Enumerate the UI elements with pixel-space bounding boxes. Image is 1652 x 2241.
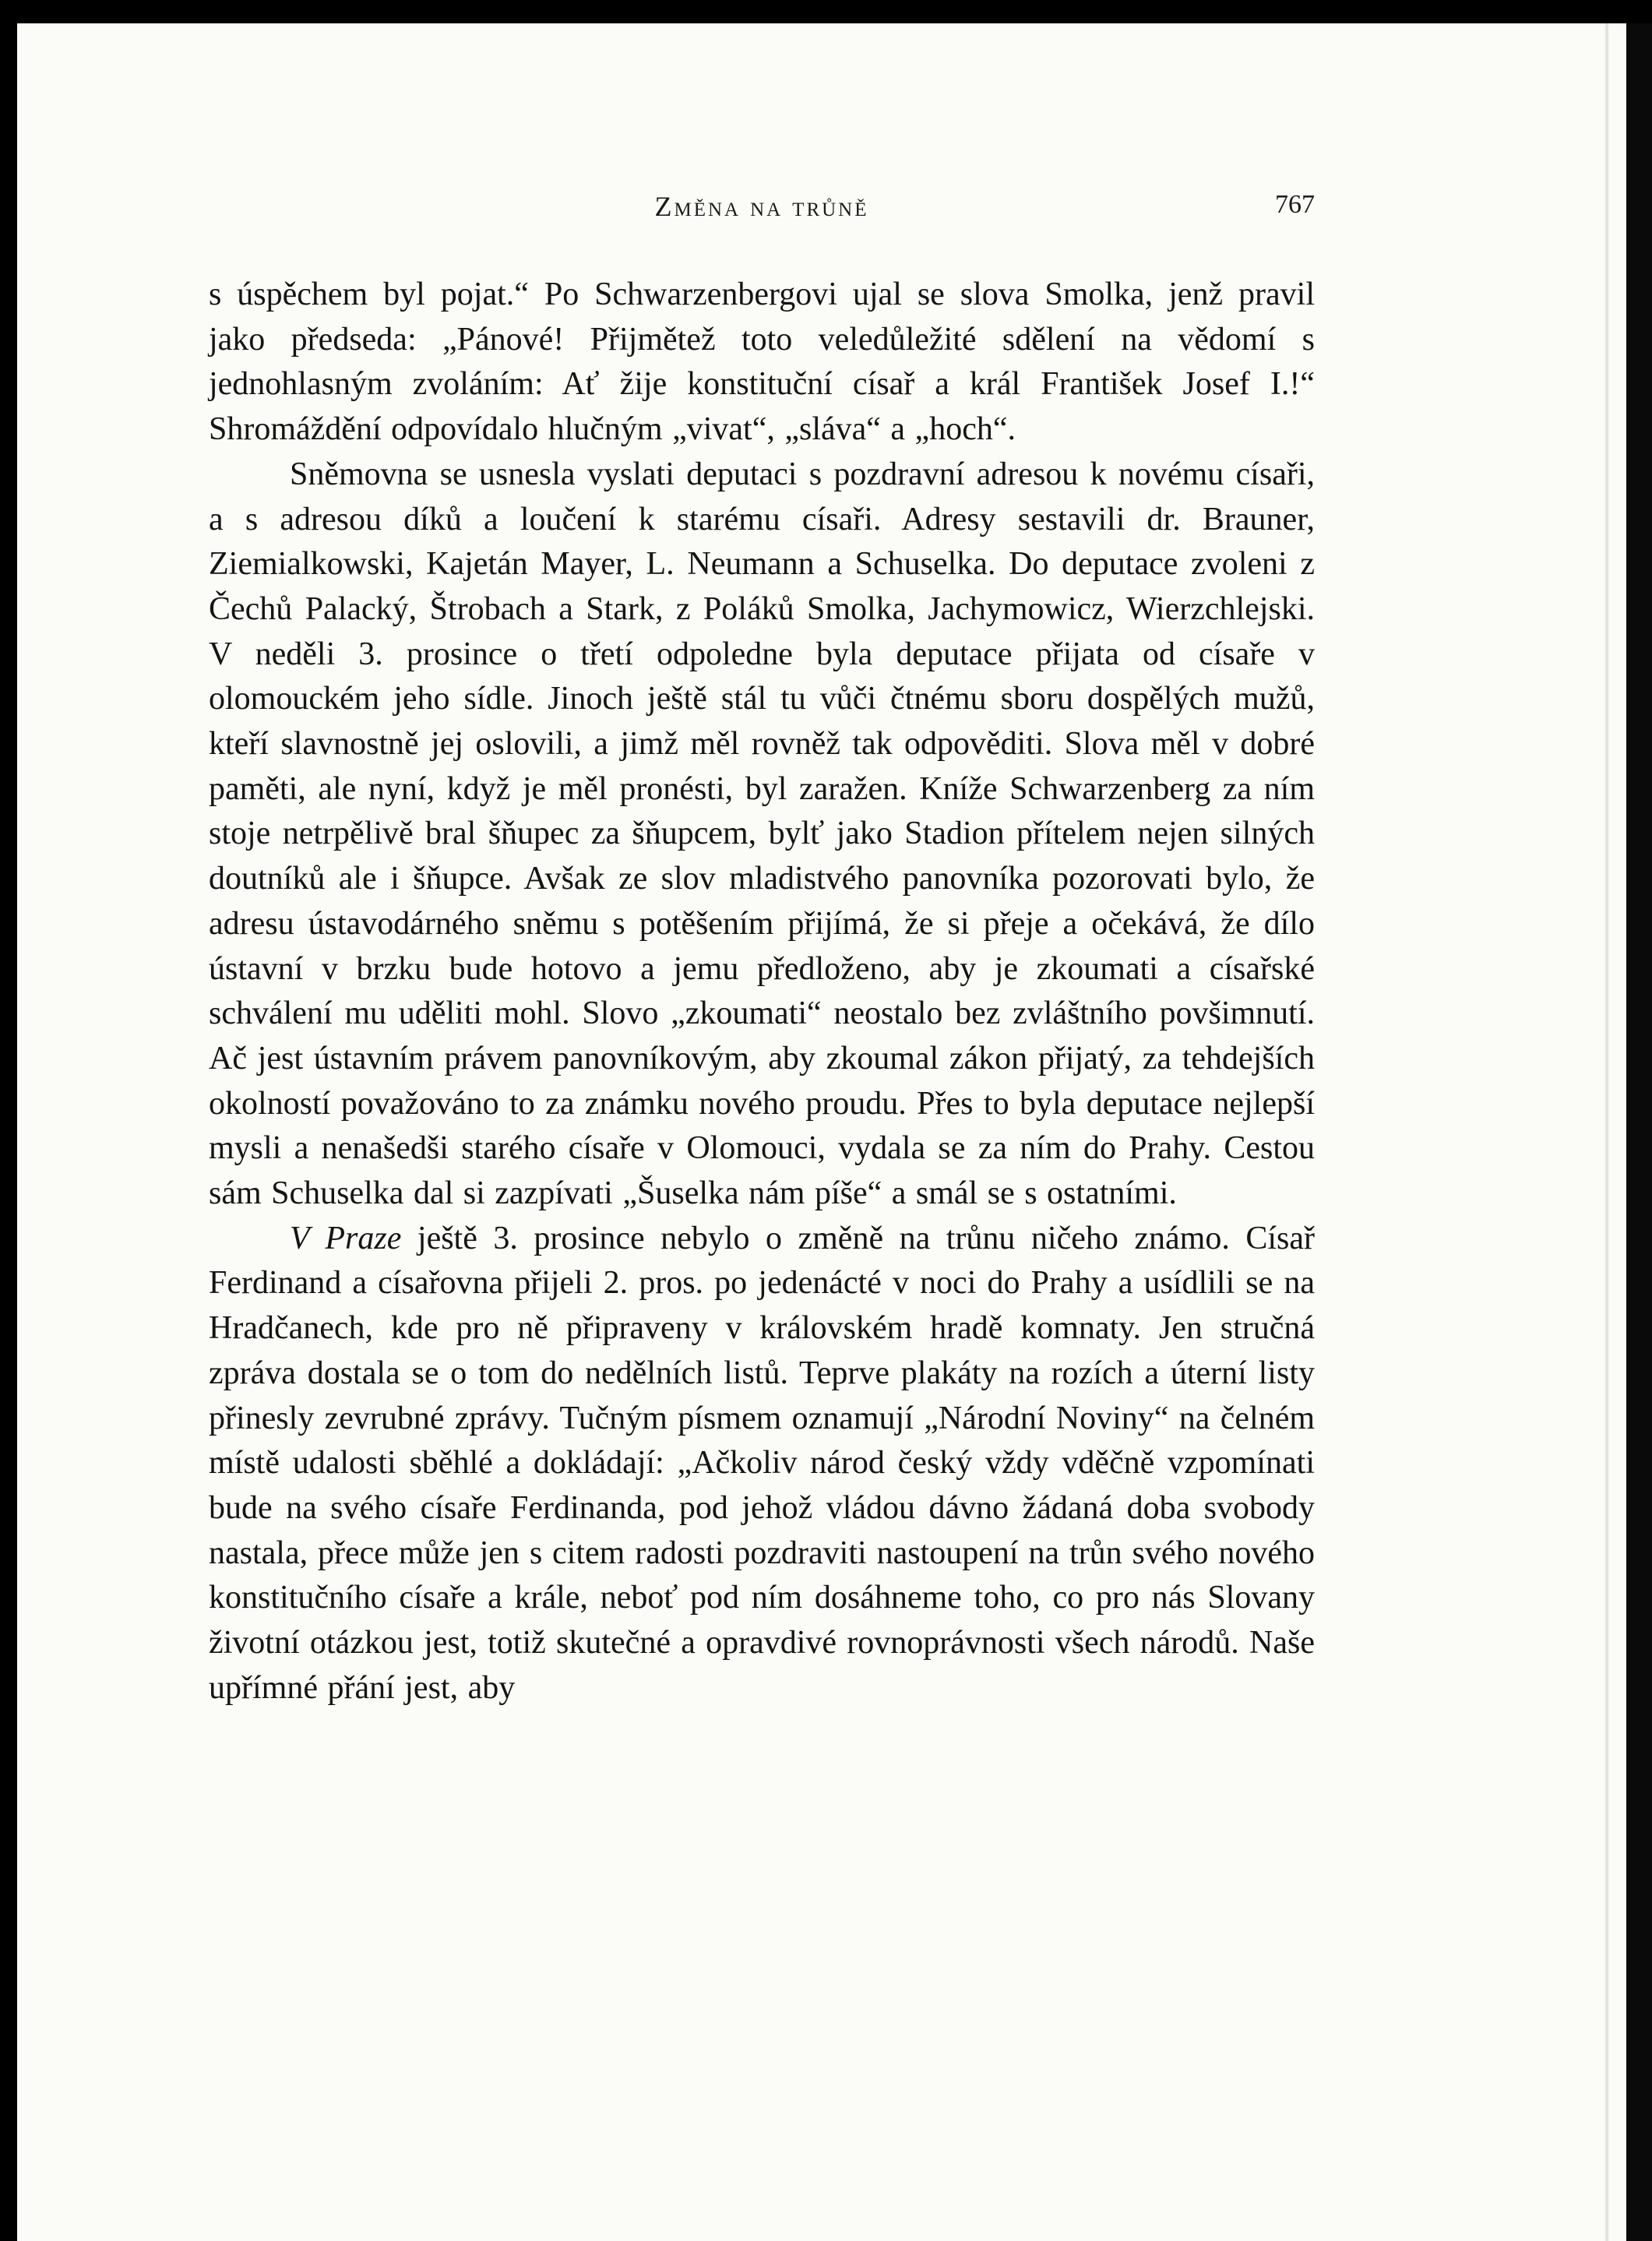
- scan-border-right: [1626, 23, 1652, 2241]
- scan-border: [0, 0, 1652, 23]
- paragraph-1: s úspěchem byl pojat.“ Po Schwarzenbergovi ujal se slova Smolka, jenž pravil jako předseda: „Pánové! Přijmětež toto veledůležité sdělení na vědomí s jednohlasným zvoláním: Ať žije konstituční císař a král František Josef I.!“ Shromáždění odpovídalo hlučným „vivat“, „sláva“ a „hoch“.: [209, 277, 1315, 448]
- running-head: [209, 190, 1315, 229]
- page-number: 767: [1275, 190, 1315, 219]
- paragraph-3-text: ještě 3. prosince nebylo o změně na trůnu ničeho známo. Císař Ferdinand a císařovna přijeli 2. pros. po jedenácté v noci do Prahy a usídlili se na Hradčanech, kde pro ně připraveny v královském hradě komnaty. Jen stručná zpráva dostala se o tom do nedělních listů. Teprve plakáty na rozích a úterní listy přinesly zevrubné zprávy. Tučným písmem oznamují „Národní Noviny“ na čelném místě udalosti sběhlé a dokládají: „Ačkoliv národ český vždy vděčně vzpomínati bude na svého císaře Ferdinanda, pod jehož vládou dávno žádaná doba svobody nastala, přece může jen s citem radosti pozdraviti nastoupení na trůn svého nového konstitučního císaře a krále, neboť pod ním dosáhneme toho, co pro nás Slovany životní otázkou jest, totiž skutečné a opravdivé rovnoprávnosti všech národů. Naše upřímné přání jest, aby: [209, 1220, 1315, 1706]
- paragraph-3: [209, 1217, 1315, 1711]
- running-title: Změna na trůně: [654, 191, 869, 222]
- page-fold-shadow: [1604, 23, 1609, 2241]
- paragraph-3-emphasis: V Praze: [290, 1220, 402, 1256]
- paragraph-2: Sněmovna se usnesla vyslati deputaci s pozdravní adresou k novému císaři, a s adresou díků a loučení k starému císaři. Adresy sestavili dr. Brauner, Ziemialkowski, Kajetán Mayer, L. Neumann a Schuselka. Do deputace zvoleni z Čechů Palacký, Štrobach a Stark, z Poláků Smolka, Jachymowicz, Wierzchlejski. V neděli 3. prosince o třetí odpoledne byla deputace přijata od císaře v olomouckém jeho sídle. Jinoch ještě stál tu vůči čtnému sboru dospělých mužů, kteří slavnostně jej oslovili, a jimž měl rovněž tak odpověditi. Slova měl v dobré paměti, ale nyní, když je měl pronésti, byl zaražen. Kníže Schwarzenberg za ním stoje netrpělivě bral šňupec za šňupcem, bylť jako Stadion přítelem nejen silných doutníků ale i šňupce. Avšak ze slov mladistvého panovníka pozorovati bylo, že adresu ústavodárného sněmu s potěšením přijímá, že si přeje a očekává, že dílo ústavní v brzku bude hotovo a jemu předloženo, aby je zkoumati a císařské schválení mu uděliti mohl. Slovo „zkoumati“ neostalo bez zvláštního povšimnutí. Ač jest ústavním právem panovníkovým, aby zkoumal zákon přijatý, za tehdejších okolností považováno to za známku nového proudu. Přes to byla deputace nejlepší mysli a nenašedši starého císaře v Olomouci, vydala se za ním do Prahy. Cestou sám Schuselka dal si zazpívati „Šuselka nám píše“ a smál se s ostatními.: [209, 456, 1315, 1212]
- page-body: [209, 273, 1315, 1711]
